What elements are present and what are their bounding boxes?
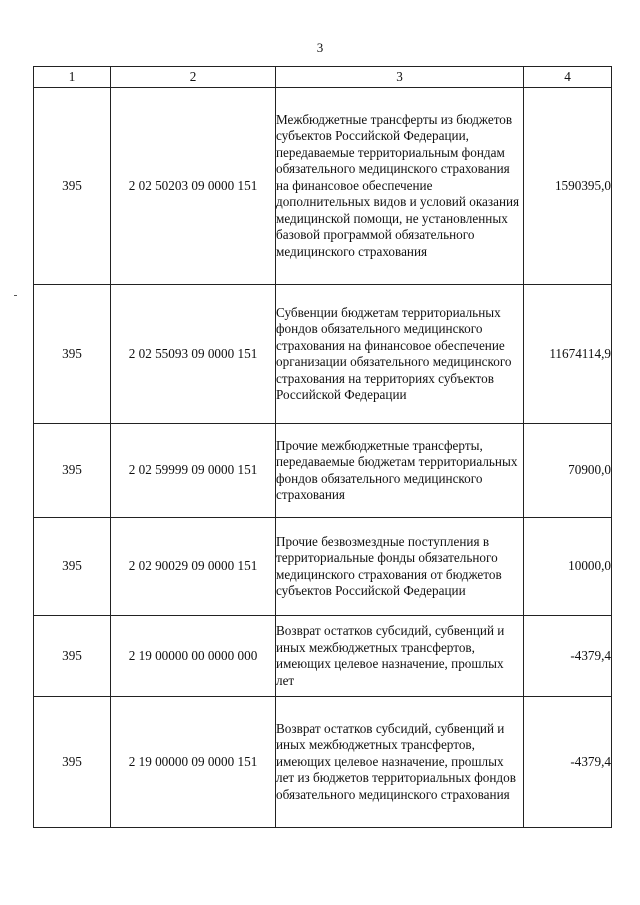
budget-code-cell: 2 02 55093 09 0000 151 xyxy=(111,285,276,424)
table-row xyxy=(34,285,612,424)
description-cell: Прочие межбюджетные трансферты, передаваемые бюджетам территориальных фондов обязательного медицинского страхования xyxy=(276,424,524,518)
column-header-2: 2 xyxy=(111,67,276,88)
admin-code-cell: 395 xyxy=(34,424,111,518)
table-row xyxy=(34,616,612,697)
column-header-1: 1 xyxy=(34,67,111,88)
table-row xyxy=(34,424,612,518)
budget-code-cell: 2 02 59999 09 0000 151 xyxy=(111,424,276,518)
column-header-4: 4 xyxy=(524,67,612,88)
budget-code-cell: 2 19 00000 00 0000 000 xyxy=(111,616,276,697)
admin-code-cell: 395 xyxy=(34,518,111,616)
budget-code-cell: 2 02 50203 09 0000 151 xyxy=(111,88,276,285)
budget-code-cell: 2 19 00000 09 0000 151 xyxy=(111,697,276,828)
admin-code-cell: 395 xyxy=(34,616,111,697)
table-row xyxy=(34,88,612,285)
admin-code-cell: 395 xyxy=(34,285,111,424)
table-row xyxy=(34,518,612,616)
description-cell: Субвенции бюджетам территориальных фондов обязательного медицинского страхования на финансовое обеспечение организации обязательного медицинского страхования на территориях субъектов Российской Федерации xyxy=(276,285,524,424)
scan-artifact xyxy=(14,295,17,296)
description-cell: Прочие безвозмездные поступления в территориальные фонды обязательного медицинского страхования от бюджетов субъектов Российской Федерации xyxy=(276,518,524,616)
header-row xyxy=(34,67,612,88)
table-row xyxy=(34,697,612,828)
amount-cell: 10000,0 xyxy=(524,518,612,616)
amount-cell: 70900,0 xyxy=(524,424,612,518)
amount-cell: -4379,4 xyxy=(524,616,612,697)
amount-cell: 11674114,9 xyxy=(524,285,612,424)
admin-code-cell: 395 xyxy=(34,88,111,285)
budget-code-cell: 2 02 90029 09 0000 151 xyxy=(111,518,276,616)
description-cell: Межбюджетные трансферты из бюджетов субъектов Российской Федерации, передаваемые территориальным фондам обязательного медицинского страхования на финансовое обеспечение дополнительных видов и условий оказания медицинской помощи, не установленных базовой программой обязательного медицинского страхования xyxy=(276,88,524,285)
column-header-3: 3 xyxy=(276,67,524,88)
amount-cell: 1590395,0 xyxy=(524,88,612,285)
description-cell: Возврат остатков субсидий, субвенций и иных межбюджетных трансфертов, имеющих целевое назначение, прошлых лет из бюджетов территориальных фондов обязательного медицинского страхования xyxy=(276,697,524,828)
description-cell: Возврат остатков субсидий, субвенций и иных межбюджетных трансфертов, имеющих целевое назначение, прошлых лет xyxy=(276,616,524,697)
page-number: 3 xyxy=(316,40,324,55)
admin-code-cell: 395 xyxy=(34,697,111,828)
amount-cell: -4379,4 xyxy=(524,697,612,828)
budget-revenue-table xyxy=(33,66,612,828)
